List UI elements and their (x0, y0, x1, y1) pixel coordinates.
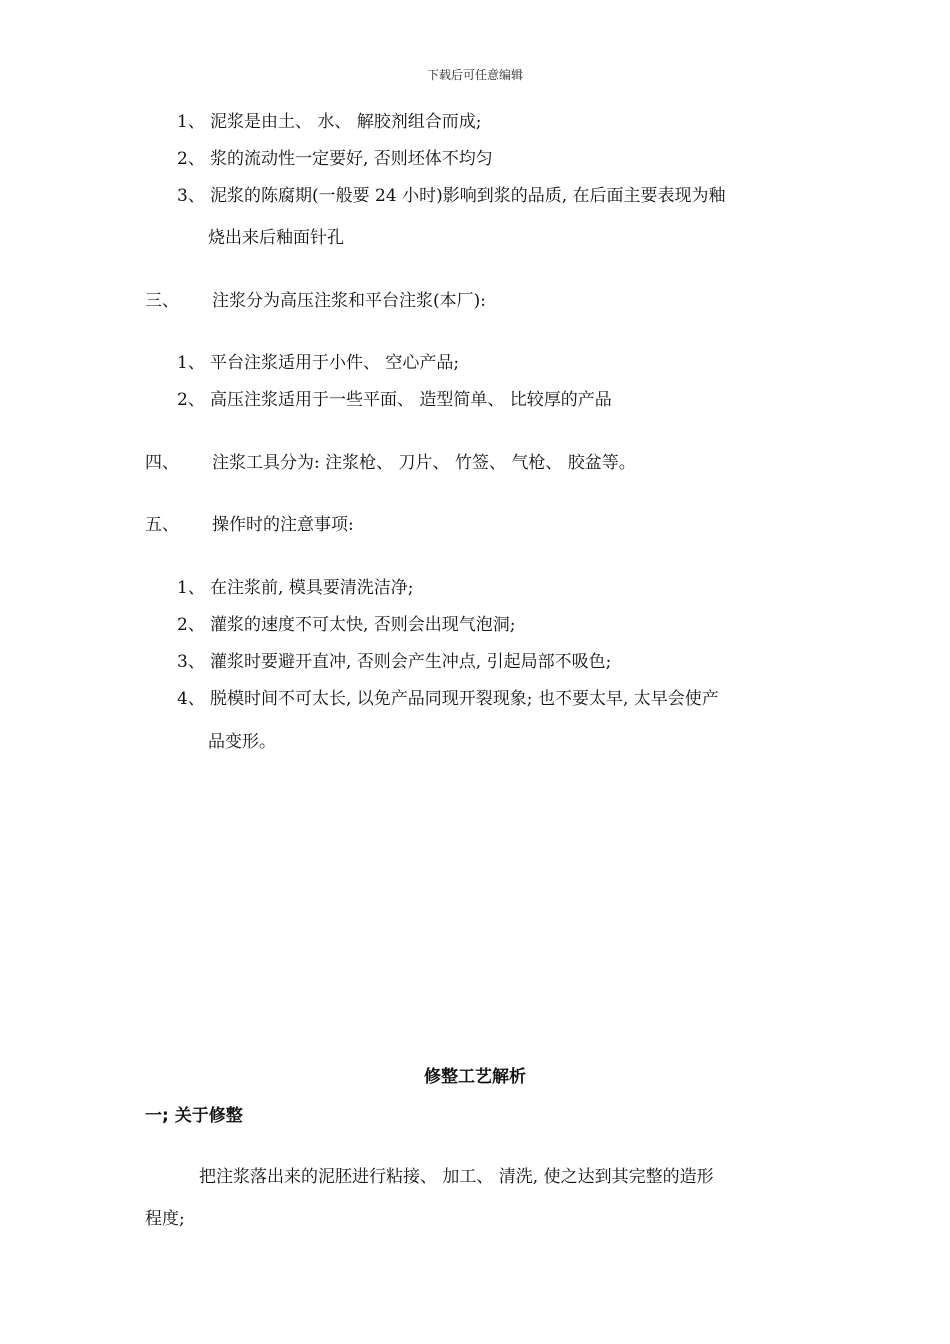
list-item (177, 576, 414, 600)
section-heading (145, 289, 486, 313)
item-number: 2、 (177, 390, 205, 410)
section-heading (145, 513, 354, 537)
list-item (177, 388, 612, 412)
section-number: 五、 (145, 515, 179, 535)
list-item (177, 147, 493, 171)
item-text: 灌浆的速度不可太快, 否则会出现气泡洞; (210, 615, 516, 635)
item-number: 3、 (177, 652, 205, 672)
paragraph-line: 把注浆落出来的泥胚进行粘接、 加工、 清洗, 使之达到其完整的造形 (199, 1167, 714, 1187)
item-number: 2、 (177, 615, 205, 635)
list-item (177, 613, 516, 637)
section-number: 三、 (145, 291, 179, 311)
item-number: 1、 (177, 578, 205, 598)
item-text: 泥浆是由土、 水、 解胶剂组合而成; (210, 112, 482, 132)
item-text-continuation: 烧出来后釉面针孔 (208, 228, 344, 248)
item-number: 2、 (177, 149, 205, 169)
list-item (177, 184, 726, 208)
list-item (177, 110, 482, 134)
item-number: 1、 (177, 353, 205, 373)
list-item (177, 351, 459, 375)
item-text: 在注浆前, 模具要清洗洁净; (210, 578, 414, 598)
list-item (177, 650, 611, 674)
item-text: 浆的流动性一定要好, 否则坯体不均匀 (210, 149, 493, 169)
item-text: 高压注浆适用于一些平面、 造型简单、 比较厚的产品 (210, 390, 612, 410)
item-text: 灌浆时要避开直冲, 否则会产生冲点, 引起局部不吸色; (210, 652, 612, 672)
section-text: 操作时的注意事项: (212, 515, 354, 535)
item-text: 脱模时间不可太长, 以免产品同现开裂现象; 也不要太早, 太早会使产 (210, 689, 719, 709)
item-number: 4、 (177, 689, 205, 709)
page-header: 下载后可任意编辑 (426, 68, 523, 82)
item-text: 平台注浆适用于小件、 空心产品; (210, 353, 460, 373)
section-number: 四、 (145, 453, 179, 473)
paragraph-line: 程度; (145, 1209, 185, 1229)
list-item (177, 687, 719, 711)
item-number: 3、 (177, 186, 205, 206)
subheading: 一; 关于修整 (145, 1106, 243, 1126)
section-text: 注浆工具分为: 注浆枪、 刀片、 竹签、 气枪、 胶盆等。 (212, 453, 636, 473)
section-heading (145, 451, 636, 475)
section-title: 修整工艺解析 (424, 1067, 526, 1087)
item-text-continuation: 品变形。 (208, 732, 276, 752)
item-text: 泥浆的陈腐期(一般要 24 小时)影响到浆的品质, 在后面主要表现为釉 (210, 186, 726, 206)
section-text: 注浆分为高压注浆和平台注浆(本厂): (212, 291, 486, 311)
item-number: 1、 (177, 112, 205, 132)
